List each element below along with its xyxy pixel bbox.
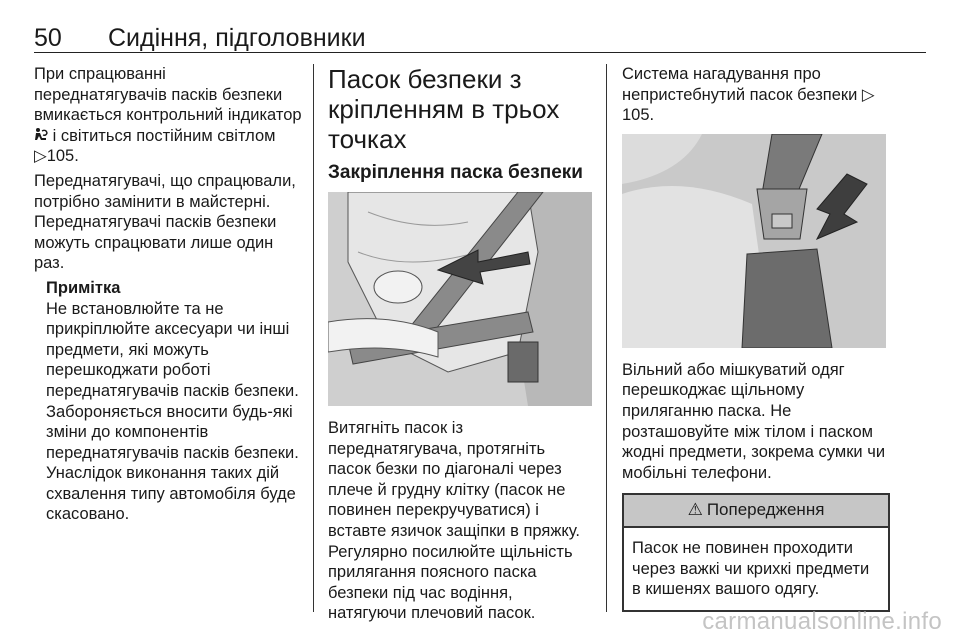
note-block <box>34 278 302 525</box>
airbag-indicator-icon <box>34 127 48 145</box>
column-divider <box>606 64 607 612</box>
reminder-paragraph: Система нагадування про непристебнутий пасок безпеки ▷ 105. <box>622 65 875 125</box>
page-header <box>34 24 926 53</box>
fastening-instructions: Витягніть пасок із переднатягувача, протягніть пасок безки по діагоналі через плече й грудну клітку (пасок не повинен перекручуватися) і вставте язичок защіпки в пряжку. Регулярно посилюйте щільність прилягання поясного паска безпеки під час водіння, натягуючи плечовий пасок. <box>328 419 580 623</box>
clothing-paragraph: Вільний або мішкуватий одяг перешкоджає щільному приляганню паска. Не розташовуйте між тілом і паском жодні предмети, зокрема сумки чи мобільні телефони. <box>622 360 886 482</box>
warning-box <box>622 493 890 611</box>
page-reference-icon: ▷ <box>34 147 47 166</box>
column-divider <box>313 64 314 612</box>
pretensioner-indicator-paragraph: При спрацюванні переднатягувачів пасків безпеки вмикається контрольний індикатор і світиться постійним світлом ▷105. <box>34 65 302 166</box>
warning-triangle-icon: ⚠ <box>687 500 703 520</box>
page-number: 50 <box>34 24 62 52</box>
section-heading: Пасок безпеки з кріпленням в трьох точках <box>328 64 560 154</box>
page-reference-link[interactable]: 105. <box>46 147 79 166</box>
warning-body: Пасок не повинен проходити через важкі чи крихкі предмети в кишенях вашого одягу. <box>632 538 870 599</box>
note-body: Не встановлюйте та не прикріплюйте аксесуари чи інші предмети, які можуть перешкоджати роботі переднатягувачів пасків безпеки. Забороняється вносити будь-які зміни до компонентів переднатягувачів пасків безпеки. Унаслідок виконання таких дій схвалення типу автомобіля буде скасовано. <box>46 299 299 524</box>
page-reference-link[interactable]: 105. <box>622 106 655 125</box>
pretensioner-replacement-paragraph: Переднатягувачі, що спрацювали, потрібно замінити в майстерні. Переднатягувачі пасків безпеки можуть спрацювати лише один раз. <box>34 171 296 273</box>
warning-header <box>624 495 888 528</box>
section-subheading: Закріплення паска безпеки <box>328 162 583 183</box>
column-2 <box>328 64 592 624</box>
note-title: Примітка <box>46 278 121 297</box>
column-3 <box>622 64 890 612</box>
watermark: carmanualsonline.info <box>702 608 942 635</box>
buckle-latch-illustration <box>622 134 886 348</box>
page-title: Сидіння, підголовники <box>108 24 366 52</box>
seatbelt-fastening-illustration <box>328 192 592 406</box>
page-reference-icon: ▷ <box>861 85 875 104</box>
column-1 <box>34 64 302 525</box>
warning-title: Попередження <box>706 500 825 520</box>
